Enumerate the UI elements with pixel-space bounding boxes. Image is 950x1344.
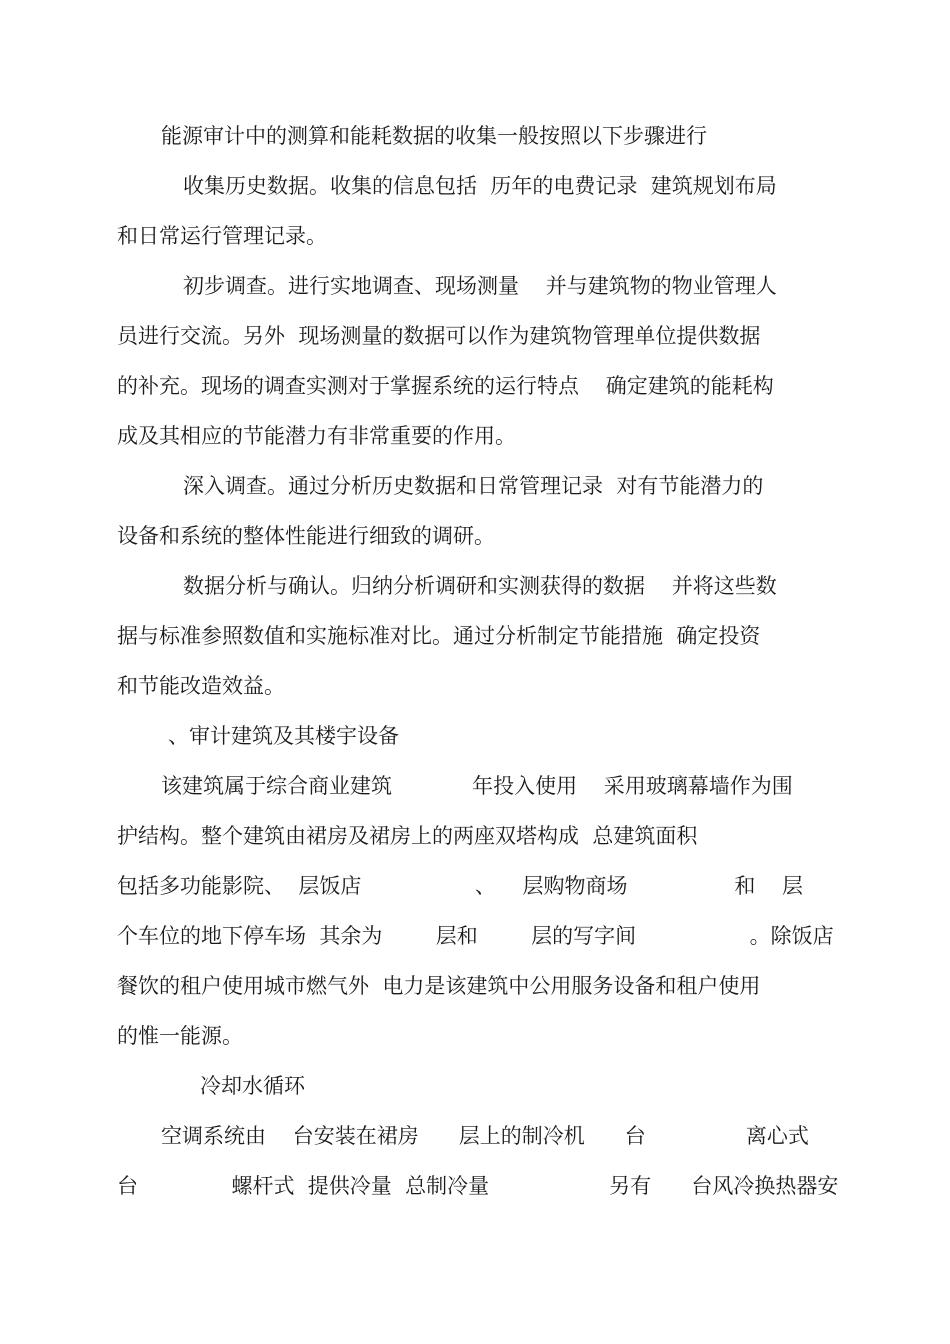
text-line: 和日常运行管理记录。	[117, 224, 327, 248]
text-line: 包括多功能影院、 层饭店 、 层购物商场 和 层	[117, 874, 804, 898]
text-line: 空调系统由 台安装在裙房 层上的制冷机 台 离心式	[161, 1124, 809, 1148]
text-line: 的补充。现场的调查实测对于掌握系统的运行特点 确定建筑的能耗构	[117, 374, 774, 398]
text-line: 能源审计中的测算和能耗数据的收集一般按照以下步骤进行	[161, 124, 707, 148]
text-line: 台 螺杆式 提供冷量 总制冷量 另有 台风冷换热器安	[117, 1174, 839, 1198]
text-line: 该建筑属于综合商业建筑 年投入使用 采用玻璃幕墙作为围	[161, 774, 793, 798]
text-line: 成及其相应的节能潜力有非常重要的作用。	[117, 424, 516, 448]
text-line: 个车位的地下停车场 其余为 层和 层的写字间 。除饭店	[117, 924, 834, 948]
text-line: 和节能改造效益。	[117, 674, 285, 698]
text-line: 深入调查。通过分析历史数据和日常管理记录 对有节能潜力的	[183, 474, 764, 498]
text-line: 员进行交流。另外 现场测量的数据可以作为建筑物管理单位提供数据	[117, 324, 761, 348]
text-line: 护结构。整个建筑由裙房及裙房上的两座双塔构成 总建筑面积	[117, 824, 698, 848]
text-line: 设备和系统的整体性能进行细致的调研。	[117, 524, 495, 548]
section-heading: 、审计建筑及其楼宇设备	[168, 724, 399, 748]
text-line: 初步调查。进行实地调查、现场测量 并与建筑物的物业管理人	[183, 274, 777, 298]
text-line: 数据分析与确认。归纳分析调研和实测获得的数据 并将这些数	[183, 574, 777, 598]
text-line: 餐饮的租户使用城市燃气外 电力是该建筑中公用服务设备和租户使用	[117, 974, 761, 998]
text-line: 的惟一能源。	[117, 1024, 243, 1048]
text-line: 收集历史数据。收集的信息包括 历年的电费记录 建筑规划布局	[183, 174, 777, 198]
section-heading: 冷却水循环	[200, 1074, 305, 1098]
text-line: 据与标准参照数值和实施标准对比。通过分析制定节能措施 确定投资	[117, 624, 761, 648]
